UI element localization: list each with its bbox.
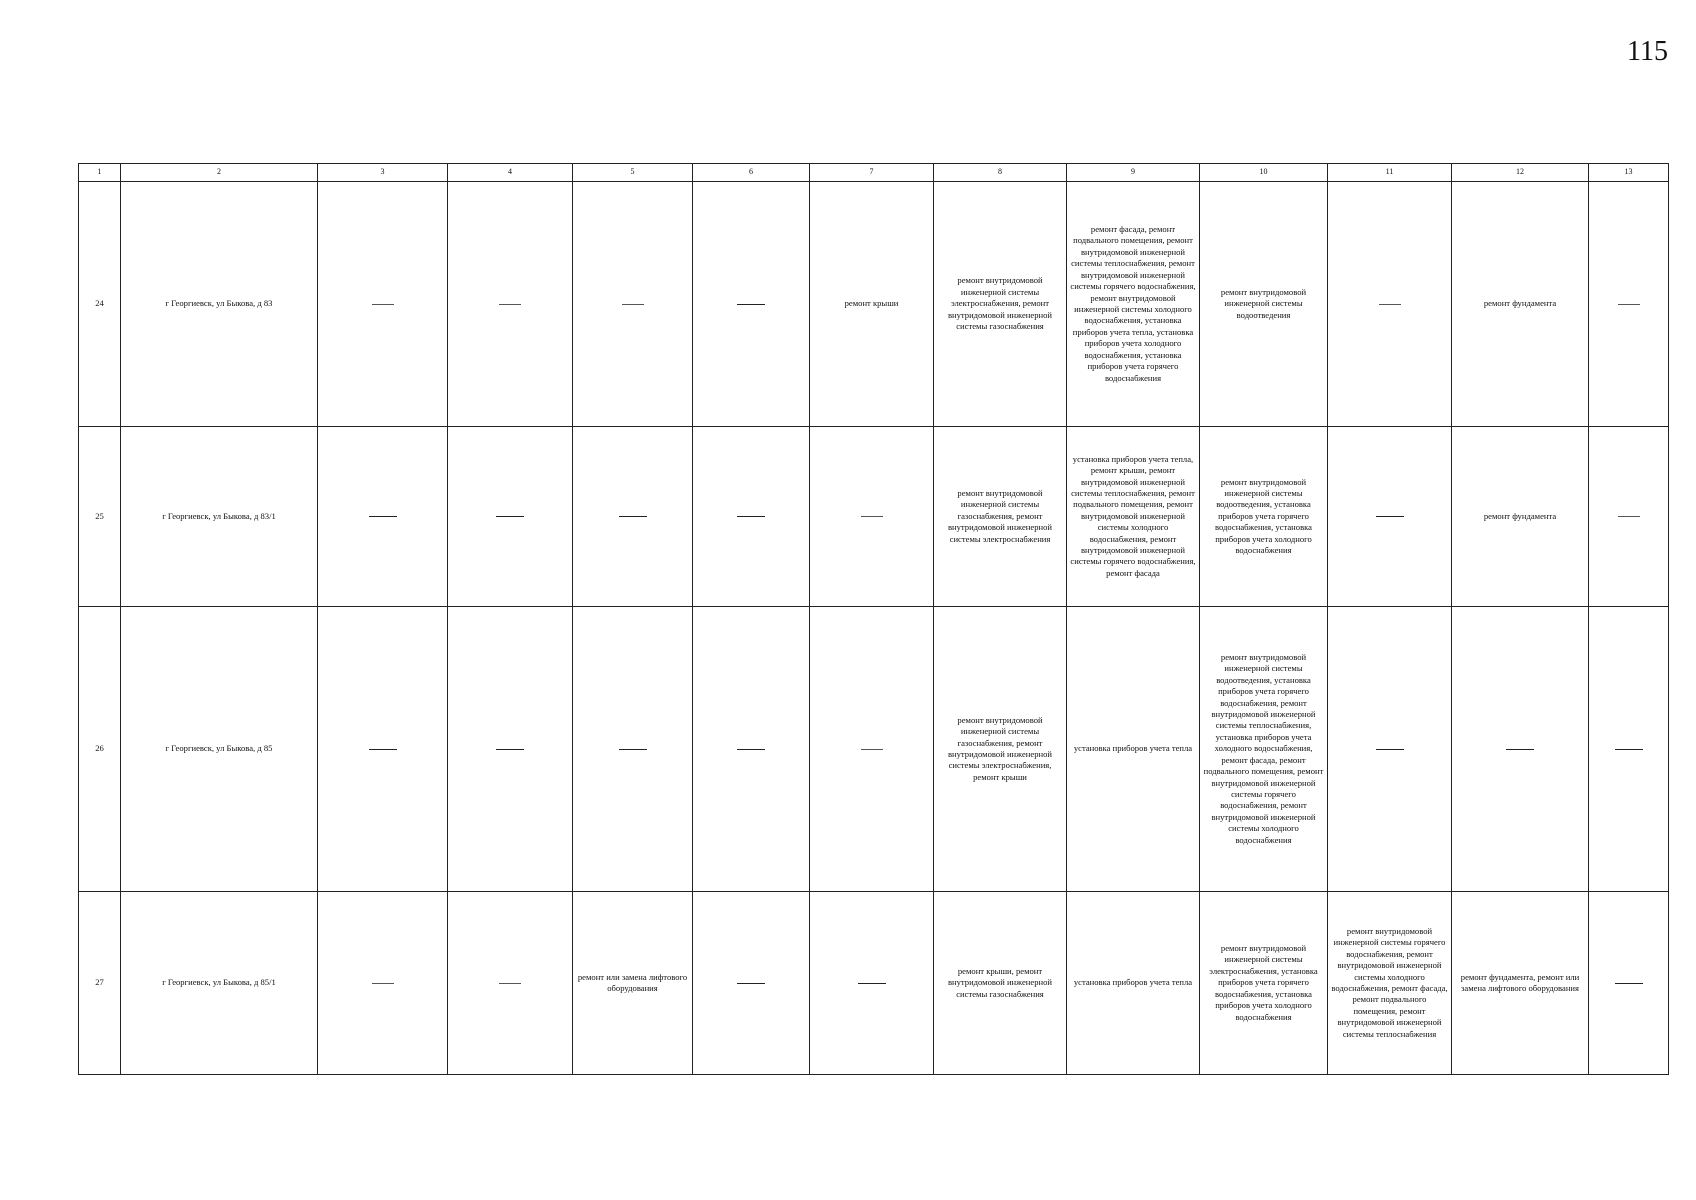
address-cell: г Георгиевск, ул Быкова, д 83 <box>121 182 318 427</box>
table-cell <box>1589 892 1669 1075</box>
table-cell <box>1589 182 1669 427</box>
column-header: 8 <box>934 164 1067 182</box>
column-header: 7 <box>810 164 934 182</box>
table-cell: ремонт внутридомовой инженерной системы газоснабжения, ремонт внутридомовой инженерной системы электроснабжения, ремонт крыши <box>934 607 1067 892</box>
table-cell: ремонт фундамента, ремонт или замена лифтового оборудования <box>1452 892 1589 1075</box>
table-cell <box>1328 427 1452 607</box>
empty-dash <box>1379 304 1401 305</box>
empty-dash <box>499 983 521 984</box>
empty-dash <box>1506 749 1534 750</box>
table-cell: ремонт фасада, ремонт подвального помещения, ремонт внутридомовой инженерной системы теплоснабжения, ремонт внутридомовой инженерной системы горячего водоснабжения, ремонт внутридомовой инженерной системы холодного водоснабжения, установка приборов учета тепла, установка приборов учета холодного водоснабжения, установка приборов учета горячего водоснабжения <box>1067 182 1200 427</box>
table-cell <box>1328 607 1452 892</box>
table-cell <box>810 607 934 892</box>
empty-dash <box>861 516 883 517</box>
empty-dash <box>737 983 765 984</box>
column-header: 2 <box>121 164 318 182</box>
address-cell: г Георгиевск, ул Быкова, д 83/1 <box>121 427 318 607</box>
empty-dash <box>1376 749 1404 750</box>
table-cell <box>1589 607 1669 892</box>
empty-dash <box>499 304 521 305</box>
table-cell <box>318 427 448 607</box>
column-header: 4 <box>448 164 573 182</box>
table-cell <box>318 182 448 427</box>
row-number: 25 <box>79 427 121 607</box>
table-cell <box>573 182 693 427</box>
empty-dash <box>372 983 394 984</box>
table-cell <box>1328 182 1452 427</box>
table-cell: ремонт внутридомовой инженерной системы горячего водоснабжения, ремонт внутридомовой инженерной системы холодного водоснабжения, ремонт фасада, ремонт подвального помещения, ремонт внутридомовой инженерной системы теплоснабжения <box>1328 892 1452 1075</box>
empty-dash <box>737 304 765 305</box>
table-cell <box>573 427 693 607</box>
table-cell: ремонт крыши <box>810 182 934 427</box>
column-number-header-row <box>79 164 1669 182</box>
table-cell <box>318 607 448 892</box>
table-cell: ремонт внутридомовой инженерной системы электроснабжения, установка приборов учета горячего водоснабжения, установка приборов учета холодного водоснабжения <box>1200 892 1328 1075</box>
capital-repair-table <box>78 163 1669 1075</box>
empty-dash <box>1615 749 1643 750</box>
empty-dash <box>369 749 397 750</box>
empty-dash <box>622 304 644 305</box>
table-cell: установка приборов учета тепла <box>1067 607 1200 892</box>
empty-dash <box>737 749 765 750</box>
column-header: 9 <box>1067 164 1200 182</box>
table-cell: ремонт фундамента <box>1452 427 1589 607</box>
table-row <box>79 607 1669 892</box>
empty-dash <box>1618 304 1640 305</box>
empty-dash <box>1615 983 1643 984</box>
page-number: 115 <box>1627 36 1668 67</box>
table-cell: ремонт внутридомовой инженерной системы электроснабжения, ремонт внутридомовой инженерной системы газоснабжения <box>934 182 1067 427</box>
table-cell <box>318 892 448 1075</box>
column-header: 6 <box>693 164 810 182</box>
row-number: 27 <box>79 892 121 1075</box>
column-header: 1 <box>79 164 121 182</box>
table-cell: ремонт внутридомовой инженерной системы газоснабжения, ремонт внутридомовой инженерной системы электроснабжения <box>934 427 1067 607</box>
empty-dash <box>737 516 765 517</box>
column-header: 13 <box>1589 164 1669 182</box>
table-cell: ремонт внутридомовой инженерной системы водоотведения <box>1200 182 1328 427</box>
row-number: 26 <box>79 607 121 892</box>
empty-dash <box>619 749 647 750</box>
table-cell: ремонт крыши, ремонт внутридомовой инженерной системы газоснабжения <box>934 892 1067 1075</box>
empty-dash <box>1618 516 1640 517</box>
table-row <box>79 182 1669 427</box>
table-cell <box>573 607 693 892</box>
empty-dash <box>1376 516 1404 517</box>
table-cell: ремонт или замена лифтового оборудования <box>573 892 693 1075</box>
empty-dash <box>858 983 886 984</box>
column-header: 5 <box>573 164 693 182</box>
table-cell <box>810 892 934 1075</box>
table-cell: установка приборов учета тепла <box>1067 892 1200 1075</box>
row-number: 24 <box>79 182 121 427</box>
table-cell: ремонт внутридомовой инженерной системы водоотведения, установка приборов учета горячего водоснабжения, установка приборов учета холодного водоснабжения <box>1200 427 1328 607</box>
table-cell <box>693 892 810 1075</box>
table-cell: ремонт фундамента <box>1452 182 1589 427</box>
column-header: 12 <box>1452 164 1589 182</box>
table-cell <box>810 427 934 607</box>
table-row <box>79 427 1669 607</box>
table-cell <box>448 892 573 1075</box>
column-header: 11 <box>1328 164 1452 182</box>
table-cell <box>448 427 573 607</box>
table-cell: ремонт внутридомовой инженерной системы водоотведения, установка приборов учета горячего водоснабжения, ремонт внутридомовой инженерной системы теплоснабжения, установка приборов учета холодного водоснабжения, ремонт фасада, ремонт подвального помещения, ремонт внутридомовой инженерной системы горячего водоснабжения, ремонт внутридомовой инженерной системы холодного водоснабжения <box>1200 607 1328 892</box>
address-cell: г Георгиевск, ул Быкова, д 85 <box>121 607 318 892</box>
empty-dash <box>619 516 647 517</box>
empty-dash <box>861 749 883 750</box>
empty-dash <box>496 749 524 750</box>
table-cell <box>693 427 810 607</box>
empty-dash <box>496 516 524 517</box>
table-row <box>79 892 1669 1075</box>
empty-dash <box>369 516 397 517</box>
table-cell <box>693 182 810 427</box>
address-cell: г Георгиевск, ул Быкова, д 85/1 <box>121 892 318 1075</box>
table-cell <box>1452 607 1589 892</box>
table-cell <box>448 607 573 892</box>
column-header: 3 <box>318 164 448 182</box>
table-cell <box>693 607 810 892</box>
table-cell: установка приборов учета тепла, ремонт крыши, ремонт внутридомовой инженерной системы теплоснабжения, ремонт подвального помещения, ремонт внутридомовой инженерной системы холодного водоснабжения, ремонт внутридомовой инженерной системы горячего водоснабжения, ремонт фасада <box>1067 427 1200 607</box>
column-header: 10 <box>1200 164 1328 182</box>
table-cell <box>1589 427 1669 607</box>
table-cell <box>448 182 573 427</box>
empty-dash <box>372 304 394 305</box>
